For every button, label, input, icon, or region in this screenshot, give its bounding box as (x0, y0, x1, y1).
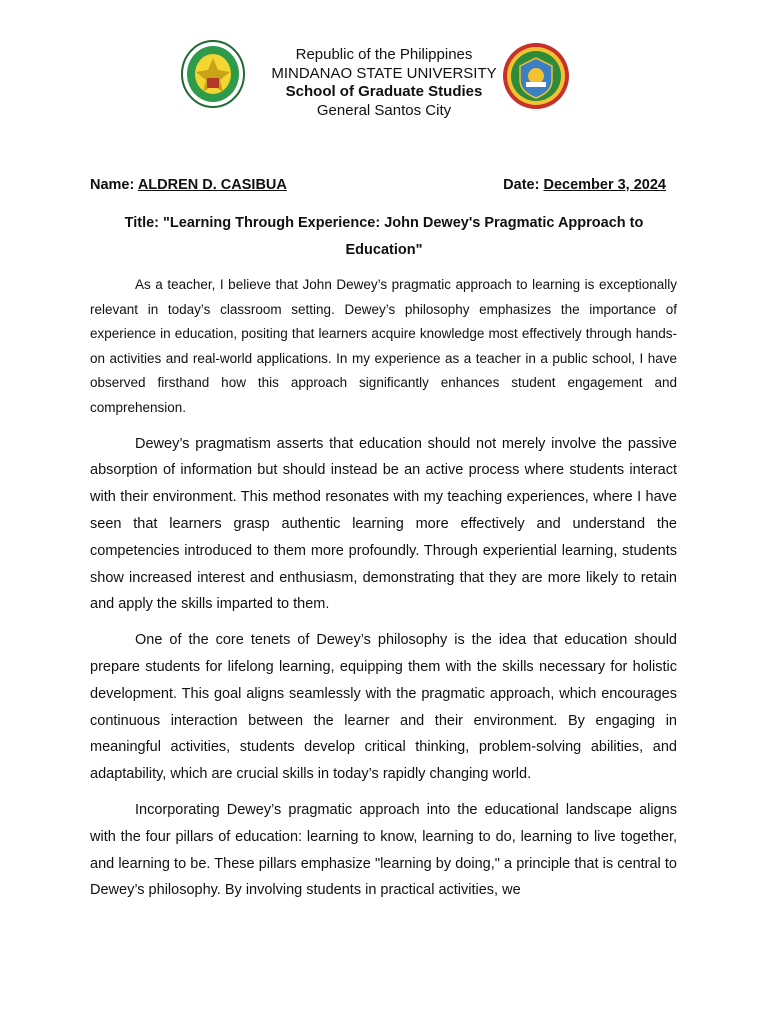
name-label: Name: (90, 177, 135, 193)
essay-title: Title: "Learning Through Experience: John Dewey's Pragmatic Approach to Education" (124, 215, 644, 258)
date-label: Date: (503, 177, 540, 193)
essay-body (90, 273, 677, 913)
paragraph-3: One of the core tenets of Dewey’s philosophy is the idea that education should prepare students for lifelong learning, equipping them with the skills necessary for holistic development. This goal aligns seamlessly with the pragmatic approach, which encourages continuous interaction between the learner and their environment. By engaging in meaningful activities, students develop critical thinking, problem-solving abilities, and adaptability, which are crucial skills in today’s rapidly changing world. (90, 632, 677, 783)
university-line: MINDANAO STATE UNIVERSITY (271, 64, 497, 82)
name-value: ALDREN D. CASIBUA (137, 177, 287, 193)
city-line: General Santos City (316, 101, 452, 119)
date-group (503, 177, 666, 193)
paragraph-4: Incorporating Dewey’s pragmatic approach into the educational landscape aligns with the four pillars of education: learning to know, learning to do, learning to live together, and learning to be. These pillars emphasize "learning by doing," a principle that is central to Dewey’s philosophy. By involving students in practical activities, we (90, 801, 677, 899)
institution-block (234, 46, 534, 120)
paragraph-2: Dewey’s pragmatism asserts that education should not merely involve the passive absorption of information but should instead be an active process where students interact with their environment. This method resonates with my teaching experiences, where I have seen that learners grasp authentic learning more effectively and understand the competencies introduced to them more profoundly. Through experiential learning, students show increased interest and enthusiasm, demonstrating that they are more likely to retain and apply the skills imparted to them. (90, 435, 677, 613)
republic-line: Republic of the Philippines (295, 46, 473, 63)
name-date-row (90, 177, 666, 193)
date-value: December 3, 2024 (543, 177, 666, 193)
paragraph-1: As a teacher, I believe that John Dewey’s pragmatic approach to learning is exceptionally relevant in today’s classroom setting. Dewey’s philosophy emphasizes the importance of experience in education, positing that learners acquire knowledge most effectively through hands-on activities and real-world applications. In my experience as a teacher in a public school, I have observed firsthand how this approach significantly enhances student engagement and comprehension. (90, 277, 677, 415)
graduate-studies-seal-icon (502, 42, 570, 110)
document-header (0, 46, 768, 119)
school-line: School of Graduate Studies (285, 83, 483, 100)
